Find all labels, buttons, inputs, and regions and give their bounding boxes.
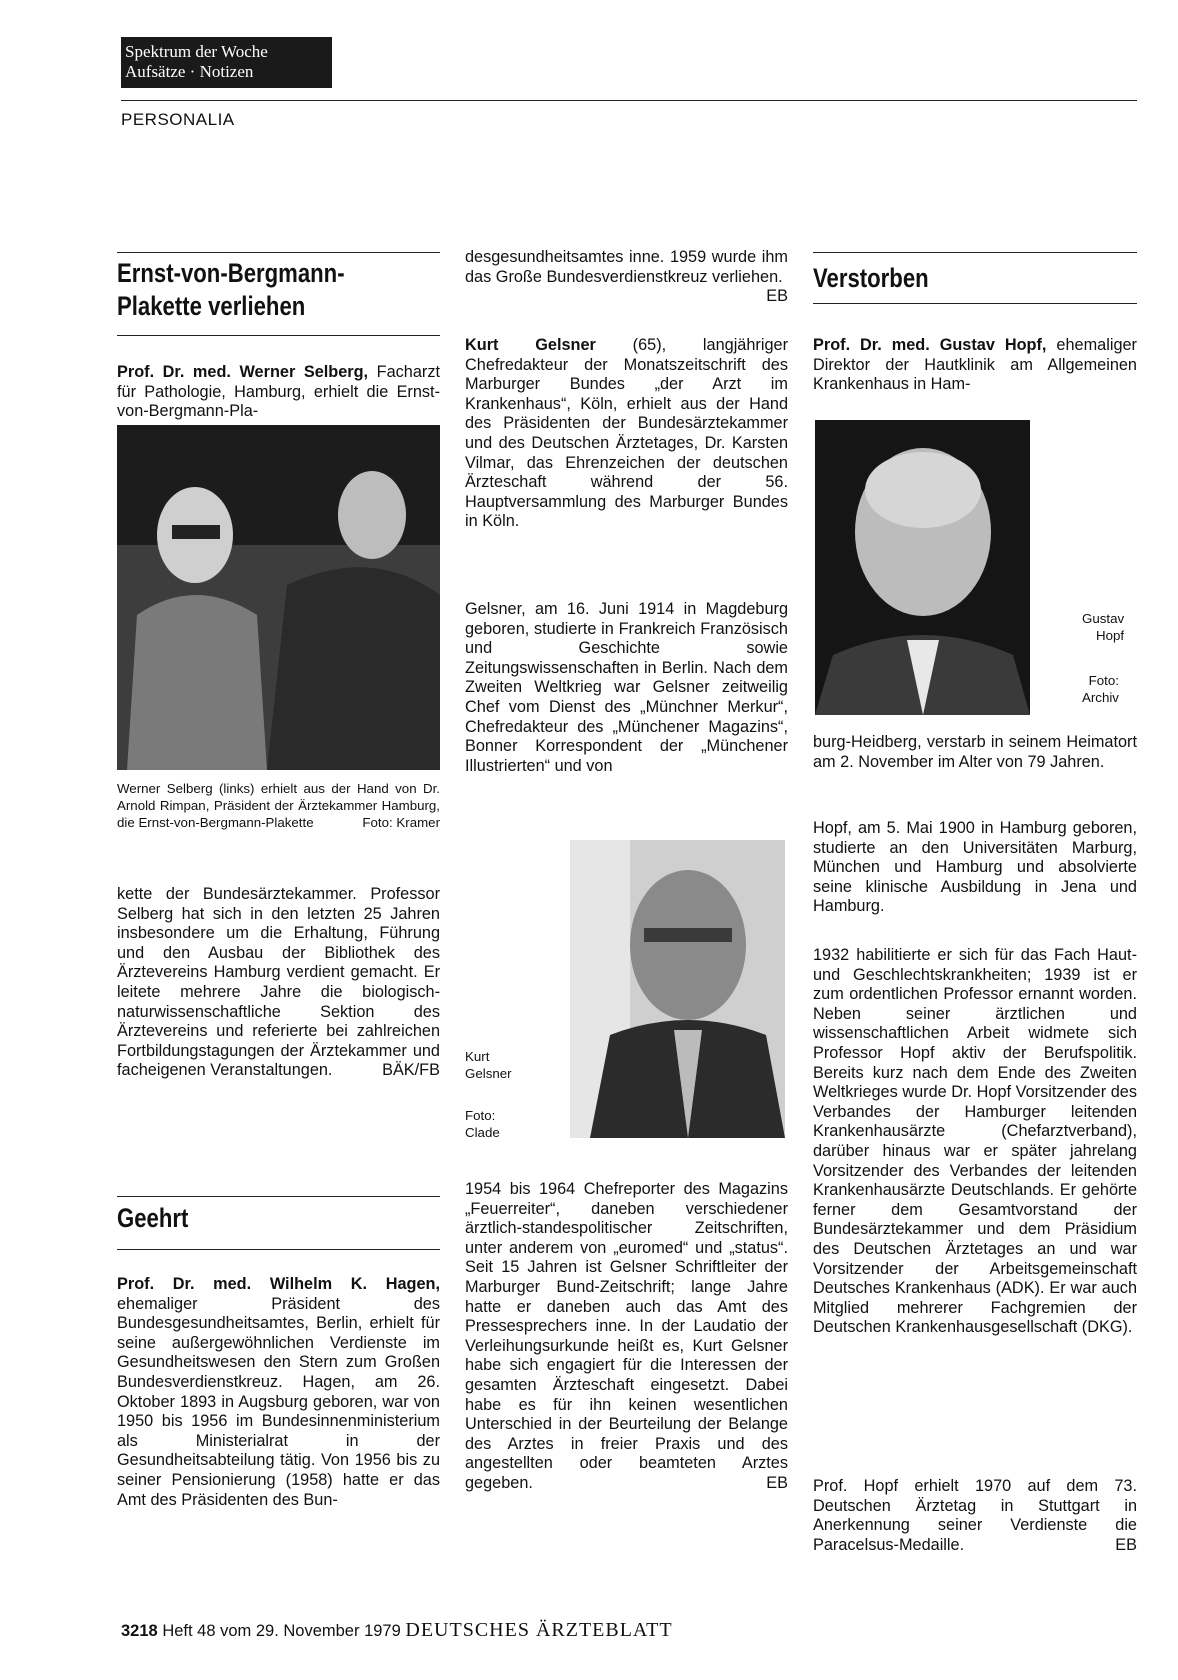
gelsner-intro	[465, 336, 788, 532]
body-text: Prof. Hopf erhielt 1970 auf dem 73. Deutschen Ärztetag in Stuttgart in Anerkennung seiner Verdienste die Paracelsus-Medaille.	[813, 1477, 1137, 1554]
caption-line: Kurt	[465, 1049, 490, 1064]
photo-hopf	[815, 420, 1030, 715]
body-text: desgesundheitsamtes inne. 1959 wurde ihm das Große Bundesverdienstkreuz verliehen.	[465, 248, 788, 286]
photo-caption	[117, 780, 440, 831]
photo-credit-hopf	[1082, 672, 1119, 706]
body-text: Hopf, am 5. Mai 1900 in Hamburg geboren, studierte an den Universitäten Marburg, München und Hamburg und absolvierte seine klinische Ausbildung in Jena und Hamburg.	[813, 819, 1137, 916]
heading-rule-top	[813, 252, 1137, 253]
section-title: Spektrum der Woche	[125, 42, 268, 61]
section-subtitle: Aufsätze · Notizen	[125, 62, 254, 81]
photo-selberg-rimpan	[117, 425, 440, 770]
photo-name-gelsner	[465, 1048, 512, 1082]
caption-line: Clade	[465, 1125, 500, 1140]
page-footer	[121, 1619, 673, 1642]
author-signature: EB	[766, 1473, 788, 1492]
hopf-death	[813, 733, 1137, 772]
magazine-name: DEUTSCHES ÄRZTEBLATT	[405, 1619, 673, 1641]
col2-intro	[465, 248, 788, 307]
hopf-career	[813, 946, 1137, 1338]
body-text: 1954 bis 1964 Chefreporter des Magazins „Feuerreiter“, daneben verschiedener ärztlich-standespolitischer Zeitschriften, unter anderem von „euromed“ und „status“. Seit 15 Jahren ist Gelsner Schriftleiter der Marburger Bund-Zeitschrift; lange Jahre hatte er daneben auch das Amt des Pressesprechers inne. In der Laudatio der Verleihungsurkunde heißt es, Kurt Gelsner habe sich engagiert für die Interessen der gesamten Ärzteschaft eingesetzt. Dabei habe es für ihn keinen wesentlichen Unterschied in der Beurteilung der Belange des Arztes in freier Praxis und des angestellten oder beamteten Arztes gegeben.	[465, 1180, 788, 1492]
heading-line: Plakette verliehen	[117, 291, 306, 321]
gelsner-bio	[465, 600, 788, 776]
body-text: burg-Heidberg, verstarb in seinem Heimatort am 2. November im Alter von 79 Jahren.	[813, 733, 1137, 771]
heading-line: Ernst-von-Bergmann-	[117, 258, 345, 288]
person-name: Prof. Dr. med. Gustav Hopf,	[813, 336, 1047, 354]
page-number: 3218	[121, 1622, 158, 1640]
person-name: Prof. Dr. med. Werner Selberg,	[117, 363, 369, 381]
body-text: (65), langjähriger Chefredakteur der Monatszeitschrift des Marburger Bundes „der Arzt im Krankenhaus“, Köln, erhielt aus der Hand des Präsidenten der Bundesärztekammer und des Deutschen Ärztetages, Dr. Karsten Vilmar, das Ehrenzeichen der deutschen Ärzteschaft während der 56. Hauptversammlung des Marburger Bundes in Köln.	[465, 336, 788, 531]
heading-rule-bottom	[813, 303, 1137, 304]
heading-rule-top	[117, 252, 440, 253]
article-heading-geehrt: Geehrt	[117, 1203, 189, 1233]
photo-name-hopf	[1082, 610, 1124, 644]
section-box	[121, 37, 332, 88]
heading-rule-bottom	[117, 1249, 440, 1250]
caption-line: Gustav	[1082, 611, 1125, 626]
photo-credit: Foto: Kramer	[362, 815, 440, 830]
intro-text: Facharzt für Pathologie, Hamburg, erhielt die Ernst-von-Bergmann-Pla-	[117, 363, 440, 421]
body-text: Gelsner, am 16. Juni 1914 in Magdeburg geboren, studierte in Frankreich Französisch und Geschichte sowie Zeitungswissenschaften in Berlin. Nach dem Zweiten Weltkrieg war Gelsner zeitweilig Chef vom Dienst des „Münchner Merkur“, Chefredakteur des „Münchener Magazins“, Bonner Korrespondent der „Münchener Illustrierten“ und von	[465, 600, 788, 775]
gelsner-career	[465, 1180, 788, 1494]
caption-line: Archiv	[1082, 690, 1119, 705]
body-text: 1932 habilitierte er sich für das Fach Haut- und Geschlechtskrankheiten; 1939 ist er zum ordentlichen Professor ernannt worden. Neben seiner ärztlichen und wissenschaftlichen Arbeit widmete sich Professor Hopf aktiv der Berufspolitik. Bereits kurz nach dem Ende des Zweiten Weltkrieges wurde Dr. Hopf Vorsitzender des Verbandes der Hamburger leitenden Krankenhausärzte (Chefarztverband), darüber hinaus war er später jahrelang Vorsitzender des Verbandes der leitenden Krankenhausärzte Deutschlands. Er gehörte ferner dem Gesamtvorstand der Bundesärztekammer und dem Präsidium des Deutschen Ärztetages an und war Vorsitzender der Arbeitsgemeinschaft Deutsches Krankenhaus (ADK). Er war auch Mitglied mehrerer Fachgremien der Deutschen Krankenhausgesellschaft (DKG).	[813, 946, 1137, 1337]
photo-credit-gelsner	[465, 1107, 500, 1141]
body-text: ehemaliger Direktor der Hautklinik am Allgemeinen Krankenhaus in Ham-	[813, 336, 1137, 394]
article-heading-verstorben: Verstorben	[813, 263, 929, 293]
person-name: Kurt Gelsner	[465, 336, 596, 354]
person-name: Prof. Dr. med. Wilhelm K. Hagen,	[117, 1275, 440, 1293]
hopf-bio	[813, 819, 1137, 917]
hopf-award	[813, 1477, 1137, 1555]
body-text: kette der Bundesärztekammer. Professor Selberg hat sich in den letzten 25 Jahren insbesondere um die Erhaltung, Führung und den Ausbau der Bibliothek des Ärztevereins Hamburg verdient gemacht. Er leitete mehrere Jahre die biologisch-naturwissenschaftliche Sektion des Ärztevereins und referierte bei zahlreichen Fortbildungstagungen der Ärztekammer und facheigenen Veranstaltungen.	[117, 885, 440, 1080]
body-text: ehemaliger Präsident des Bundesgesundheitsamtes, Berlin, erhielt für seine außergewöhnlichen Verdienste im Gesundheitswesen den Stern zum Großen Bundesverdienstkreuz. Hagen, am 26. Oktober 1893 in Augsburg geboren, war von 1950 bis 1956 im Bundesinnenministerium als Ministerialrat in der Gesundheitsabteilung tätig. Von 1956 bis zu seiner Pensionierung (1958) hatte er das Amt des Präsidenten des Bun-	[117, 1294, 440, 1509]
author-signature: EB	[766, 287, 788, 306]
caption-line: Hopf	[1096, 628, 1125, 643]
caption-line: Foto:	[465, 1108, 496, 1123]
hopf-intro	[813, 336, 1137, 395]
issue-info: Heft 48 vom 29. November 1979	[162, 1622, 401, 1640]
hagen-body	[117, 1275, 440, 1510]
bergmann-intro	[117, 363, 440, 422]
header-rule	[121, 100, 1137, 101]
photo-gelsner	[570, 840, 785, 1138]
heading-rule-bottom	[117, 335, 440, 336]
bergmann-body	[117, 885, 440, 1081]
caption-text: Werner Selberg (links) erhielt aus der Hand von Dr. Arnold Rimpan, Präsident der Ärztekammer Hamburg, die Ernst-von-Bergmann-Plakette	[117, 781, 440, 830]
heading-rule-top	[117, 1196, 440, 1197]
article-heading-bergmann	[117, 257, 345, 323]
caption-line: Gelsner	[465, 1066, 512, 1081]
kicker: PERSONALIA	[121, 110, 235, 129]
author-signature: EB	[1115, 1535, 1137, 1554]
caption-line: Foto:	[1088, 673, 1119, 688]
author-signature: BÄK/FB	[382, 1061, 440, 1080]
